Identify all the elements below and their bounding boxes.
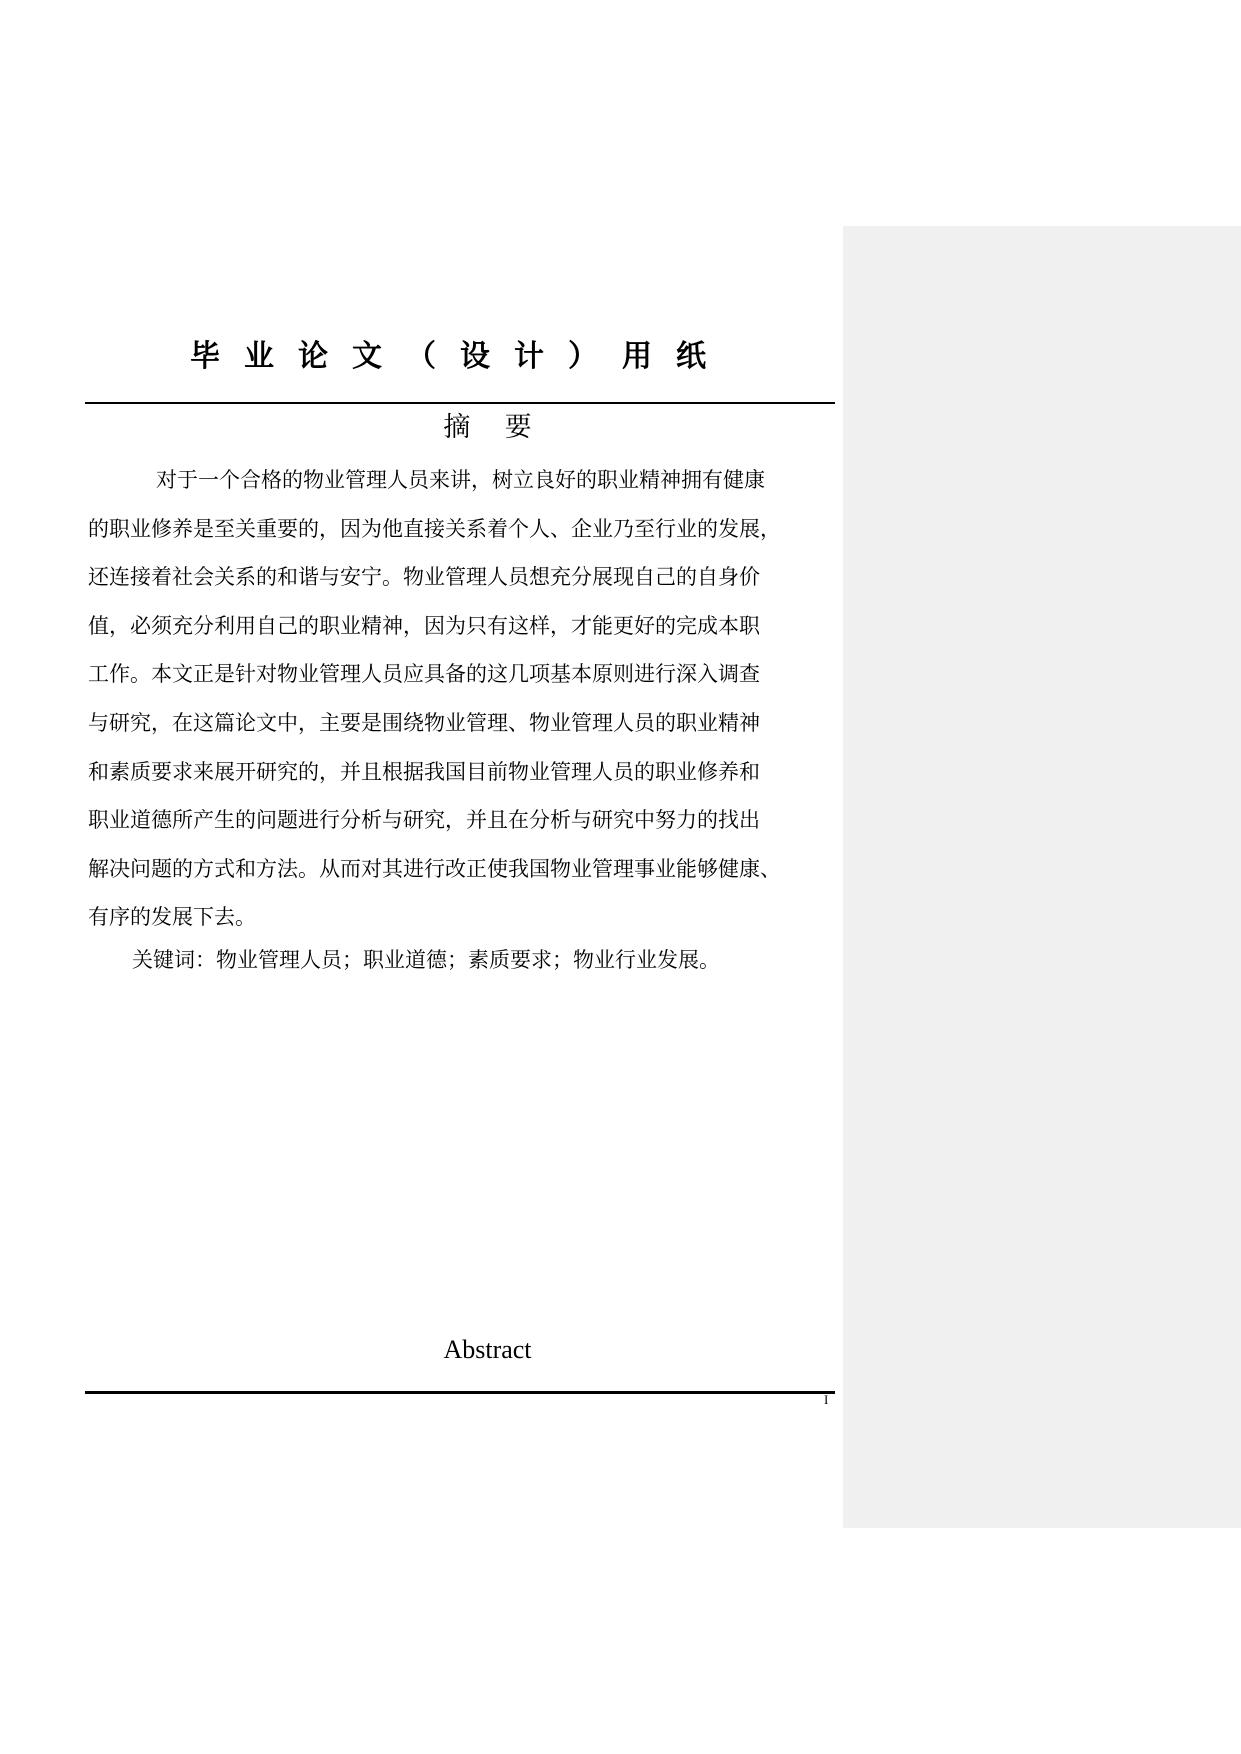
abstract-line: 对于一个合格的物业管理人员来讲，树立良好的职业精神拥有健康 xyxy=(156,468,765,492)
abstract-line: 的职业修养是至关重要的，因为他直接关系着个人、企业乃至行业的发展， xyxy=(88,516,781,541)
page-number: I xyxy=(824,1392,829,1407)
footer-rule xyxy=(85,1391,835,1394)
abstract-line: 与研究，在这篇论文中，主要是围绕物业管理、物业管理人员的职业精神 xyxy=(88,710,760,735)
keywords-text: 物业管理人员；职业道德；素质要求；物业行业发展。 xyxy=(216,948,720,972)
page-header-title: 毕业论文（设计）用纸 xyxy=(190,339,730,374)
abstract-line: 解决问题的方式和方法。从而对其进行改正使我国物业管理事业能够健康、 xyxy=(88,856,781,881)
abstract-line: 和素质要求来展开研究的，并且根据我国目前物业管理人员的职业修养和 xyxy=(88,759,760,784)
abstract-line: 职业道德所产生的问题进行分析与研究，并且在分析与研究中努力的找出 xyxy=(88,808,760,833)
abstract-line: 有序的发展下去。 xyxy=(88,905,256,930)
keywords-line xyxy=(132,940,852,980)
english-abstract-heading: Abstract xyxy=(443,1335,532,1364)
abstract-line: 工作。本文正是针对物业管理人员应具备的这几项基本原则进行深入调查 xyxy=(88,662,760,687)
abstract-line: 还连接着社会关系的和谐与安宁。物业管理人员想充分展现自己的自身价 xyxy=(88,565,760,590)
abstract-line: 值，必须充分利用自己的职业精神，因为只有这样，才能更好的完成本职 xyxy=(88,613,760,638)
keywords-label: 关键词： xyxy=(132,948,216,972)
header-rule xyxy=(85,402,835,404)
comment-pane xyxy=(843,226,1241,1528)
abstract-body xyxy=(88,456,848,942)
abstract-heading: 摘 要 xyxy=(443,412,532,443)
